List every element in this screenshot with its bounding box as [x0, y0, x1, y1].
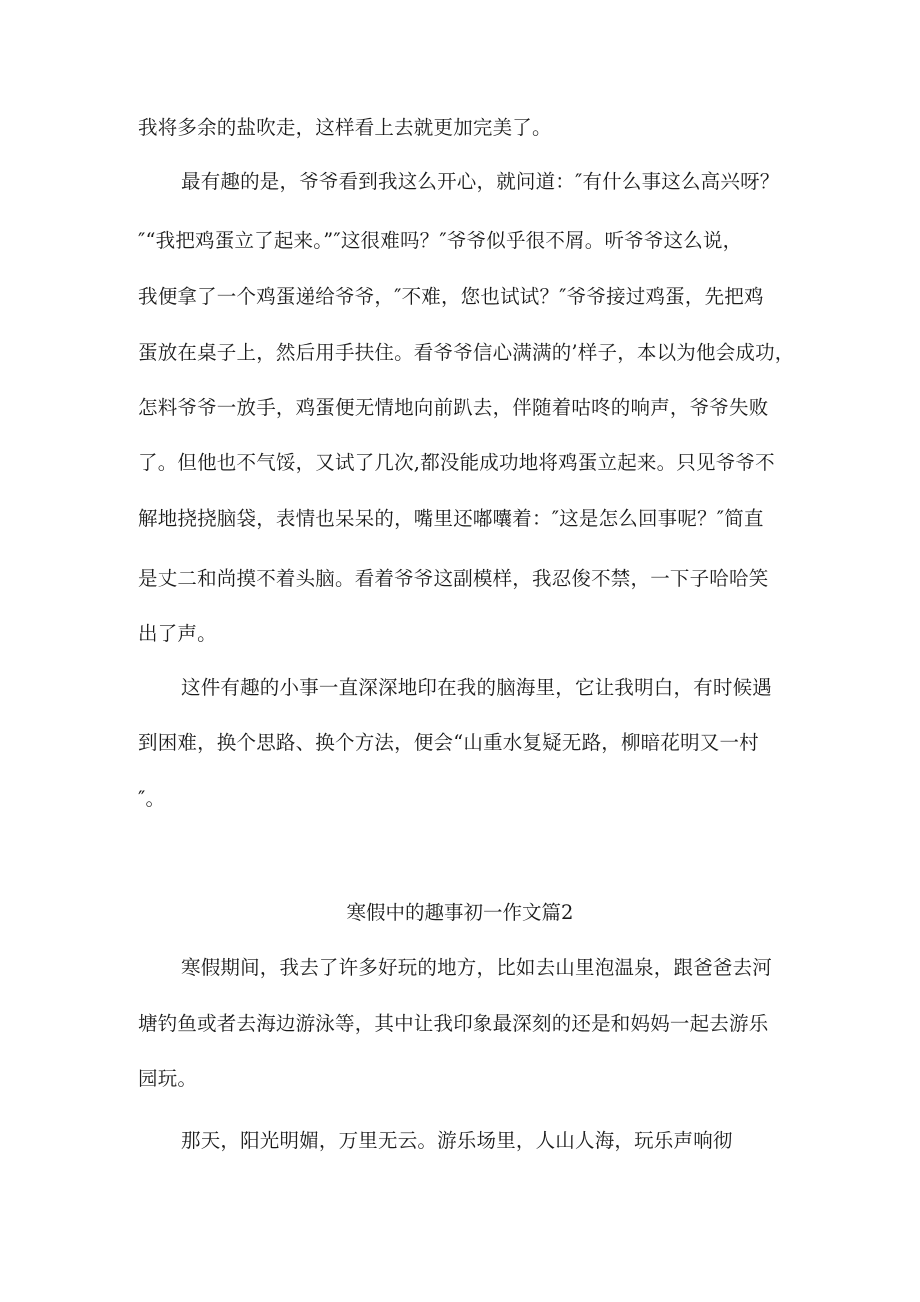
- text-line: ″“我把鸡蛋立了起来。”″这很难吗？″爷爷似乎很不屑。听爷爷这么说，: [138, 229, 743, 252]
- text-line: 怎料爷爷一放手，鸡蛋便无情地向前趴去，伴随着咕咚的响声，爷爷失败: [138, 396, 769, 419]
- text-line: 那天，阳光明媚，万里无云。游乐场里，人山人海，玩乐声响彻: [181, 1129, 733, 1152]
- text-line: 这件有趣的小事一直深深地印在我的脑海里，它让我明白，有时候遇: [181, 676, 773, 699]
- text-line: 是丈二和尚摸不着头脑。看着爷爷这副模样，我忍俊不禁，一下子哈哈笑: [138, 567, 769, 590]
- text-line: ″。: [138, 787, 166, 810]
- text-line: 了。但他也不气馁，又试了几次,都没能成功地将鸡蛋立起来。只见爷爷不: [138, 451, 775, 474]
- section-heading: 寒假中的趣事初一作文篇2: [346, 901, 574, 924]
- text-line: 蛋放在桌子上，然后用手扶住。看爷爷信心满满的’样子，本以为他会成功，: [138, 341, 795, 364]
- text-line: 到困难，换个思路、换个方法，便会“山重水复疑无路，柳暗花明又一村: [138, 731, 759, 754]
- text-line: 寒假期间，我去了许多好玩的地方，比如去山里泡温泉，跟爸爸去河: [181, 956, 773, 979]
- text-line: 解地挠挠脑袋，表情也呆呆的，嘴里还嘟囔着：″这是怎么回事呢？″简直: [138, 507, 764, 530]
- text-line: 我便拿了一个鸡蛋递给爷爷，″不难，您也试试？″爷爷接过鸡蛋，先把鸡: [138, 285, 764, 308]
- text-line: 塘钓鱼或者去海边游泳等，其中让我印象最深刻的还是和妈妈一起去游乐: [138, 1012, 769, 1035]
- text-line: 我将多余的盐吹走，这样看上去就更加完美了。: [138, 116, 552, 139]
- text-line: 出了声。: [138, 622, 217, 645]
- text-line: 园玩。: [138, 1067, 198, 1090]
- text-line: 最有趣的是，爷爷看到我这么开心，就问道：″有什么事这么高兴呀？: [181, 170, 780, 193]
